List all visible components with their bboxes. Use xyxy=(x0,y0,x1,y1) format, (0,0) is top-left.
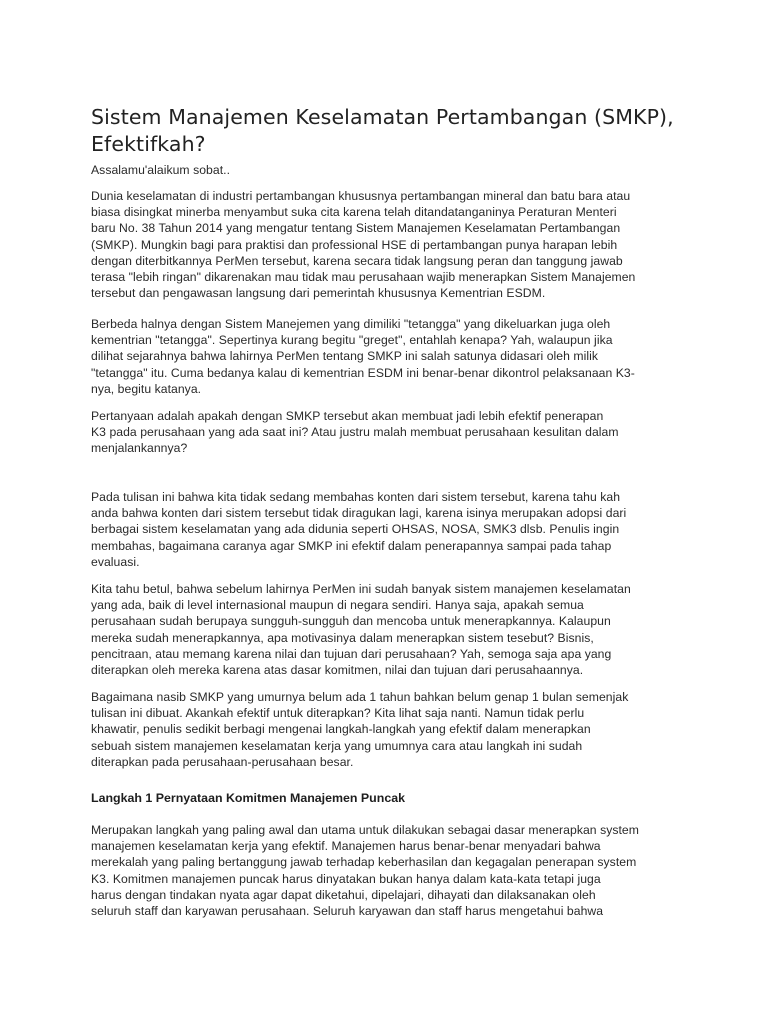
paragraph xyxy=(91,689,628,770)
paragraph-line: Merupakan langkah yang paling awal dan utama untuk dilakukan sebagai dasar menerapkan system xyxy=(91,823,639,837)
paragraph xyxy=(91,408,619,457)
paragraph-line: membahas, bagaimana caranya agar SMKP ini efektif dalam penerapannya sampai pada tahap xyxy=(91,538,612,553)
paragraph-line: pencitraan, atau memang karena nilai dan tujuan dari perusahaan? Yah, semoga saja apa yang xyxy=(91,646,612,661)
paragraph-line: K3. Komitmen manajemen puncak harus dinyatakan bukan hanya dalam kata-kata tetapi juga xyxy=(91,871,601,886)
document-page xyxy=(91,104,691,919)
paragraph xyxy=(91,188,635,301)
paragraph-line: nya, begitu katanya. xyxy=(91,381,202,396)
paragraph-line: Pada tulisan ini bahwa kita tidak sedang membahas konten dari sistem tersebut, karena tahu kah xyxy=(91,490,621,504)
paragraph-line: yang ada, baik di level internasional maupun di negara sendiri. Hanya saja, apakah semua xyxy=(91,598,584,613)
paragraph xyxy=(91,822,639,919)
paragraph-line: baru No. 38 Tahun 2014 yang mengatur tentang Sistem Manajemen Keselamatan Pertambangan xyxy=(91,221,621,236)
paragraph xyxy=(91,581,631,678)
paragraph-line: merekalah yang paling bertanggung jawab terhadap keberhasilan dan kegagalan penerapan system xyxy=(91,855,637,870)
article-title-line: Sistem Manajemen Keselamatan Pertambangan (SMKP), xyxy=(91,105,674,129)
paragraph-line: kementrian "tetangga". Sepertinya kurang begitu "greget", entahlah kenapa? Yah, walaupun jika xyxy=(91,333,613,348)
paragraph-line: Pertanyaan adalah apakah dengan SMKP tersebut akan membuat jadi lebih efektif penerapan xyxy=(91,409,604,423)
article-title-line: Efektifkah? xyxy=(91,132,206,156)
article-title xyxy=(91,104,691,158)
paragraph-line: sebuah sistem manajemen keselamatan kerja yang umumnya cara atau langkah ini sudah xyxy=(91,738,583,753)
paragraph-line: tersebut dan pengawasan langsung dari pemerintah khususnya Kementrian ESDM. xyxy=(91,286,546,301)
paragraph-line: berbagai sistem keselamatan yang ada didunia seperti OHSAS, NOSA, SMK3 dlsb. Penulis ingin xyxy=(91,522,620,537)
paragraph-line: anda bahwa konten dari sistem tersebut tidak diragukan lagi, karena isinya merupakan adopsi dari xyxy=(91,506,627,521)
paragraph-line: "tetangga" itu. Cuma bedanya kalau di kementrian ESDM ini benar-benar dikontrol pelaksanaan K3- xyxy=(91,365,635,380)
paragraph-line: dilihat sejarahnya bahwa lahirnya PerMen tentang SMKP ini salah satunya didasari oleh milik xyxy=(91,349,599,364)
paragraph-line: dengan diterbitkannya PerMen tersebut, karena secara tidak langsung peran dan tanggung jawab xyxy=(91,253,623,268)
paragraph-line: evaluasi. xyxy=(91,554,140,569)
paragraph-line: harus dengan tindakan nyata agar dapat diketahui, dipelajari, dihayati dan dilaksanakan oleh xyxy=(91,887,596,902)
paragraph-line: seluruh staff dan karyawan perusahaan. Seluruh karyawan dan staff harus mengetahui bahwa xyxy=(91,904,604,919)
paragraph-line: tulisan ini dibuat. Akankah efektif untuk diterapkan? Kita lihat saja nanti. Namun tidak perlu xyxy=(91,706,585,721)
section-heading: Langkah 1 Pernyataan Komitmen Manajemen Puncak xyxy=(91,791,405,805)
greeting: Assalamu'alaikum sobat.. xyxy=(91,163,231,177)
paragraph-line: manajemen keselamatan kerja yang efektif. Manajemen harus benar-benar menyadari bahwa xyxy=(91,839,601,854)
paragraph-line: menjalankannya? xyxy=(91,441,188,456)
paragraph xyxy=(91,316,635,397)
paragraph-line: khawatir, penulis sedikit berbagi mengenai langkah-langkah yang efektif dalam menerapkan xyxy=(91,722,591,737)
paragraph-line: (SMKP). Mungkin bagi para praktisi dan professional HSE di pertambangan punya harapan lebih xyxy=(91,237,618,252)
paragraph-line: biasa disingkat minerba menyambut suka cita karena telah ditandatanganinya Peraturan Menteri xyxy=(91,205,617,220)
paragraph-line: Bagaimana nasib SMKP yang umurnya belum ada 1 tahun bahkan belum genap 1 bulan semenjak xyxy=(91,690,629,704)
paragraph xyxy=(91,489,626,570)
paragraph-line: Berbeda halnya dengan Sistem Manejemen yang dimiliki "tetangga" yang dikeluarkan juga oleh xyxy=(91,317,611,331)
paragraph-line: K3 pada perusahaan yang ada saat ini? Atau justru malah membuat perusahaan kesulitan dalam xyxy=(91,425,619,440)
paragraph-line: perusahaan sudah berupaya sungguh-sungguh dan mencoba untuk menerapkannya. Kalaupun xyxy=(91,614,611,629)
paragraph-line: diterapkan pada perusahaan-perusahaan besar. xyxy=(91,754,354,769)
paragraph-line: diterapkan oleh mereka karena atas dasar komitmen, nilai dan tujuan dari perusahaannya. xyxy=(91,663,584,678)
paragraph-line: mereka sudah menerapkannya, apa motivasinya dalam menerapkan sistem tesebut? Bisnis, xyxy=(91,630,594,645)
paragraph-line: terasa "lebih ringan" dikarenakan mau tidak mau perusahaan wajib menerapkan Sistem Manajemen xyxy=(91,270,636,285)
paragraph-line: Kita tahu betul, bahwa sebelum lahirnya PerMen ini sudah banyak sistem manajemen keselamatan xyxy=(91,582,631,596)
paragraph-line: Dunia keselamatan di industri pertambangan khususnya pertambangan mineral dan batu bara atau xyxy=(91,189,631,203)
